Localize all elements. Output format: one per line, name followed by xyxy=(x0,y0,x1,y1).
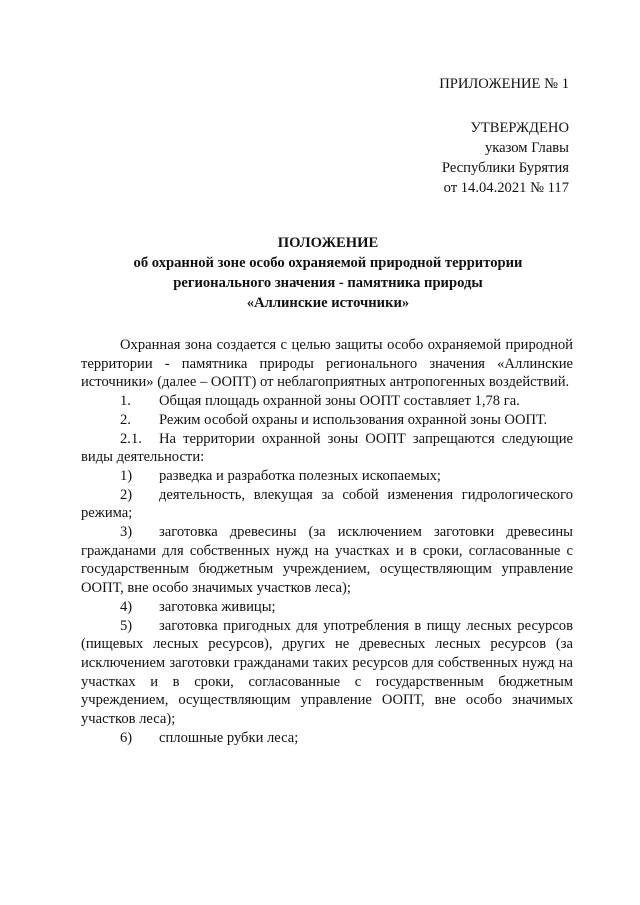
document-title xyxy=(80,233,576,313)
approval-line: от 14.04.2021 № 117 xyxy=(443,180,569,196)
approval-line: Республики Бурятия xyxy=(441,160,569,176)
list-item: 1. Общая площадь охранной зоны ООПТ составляет 1,78 га. xyxy=(120,393,520,410)
list-item: 5) заготовка пригодных для употребления в пищу лесных ресурсов (пищевых лесных ресурсов), других не древесных лесных ресурсов (за исключением заготовки гражданами таких ресурсов для собственных нужд на участках и в сроки, согласованные с государственным бюджетным учреждением, осуществляющим управление ООПТ, вне особо значимых участков леса); xyxy=(81,617,573,728)
list-item: 2) деятельность, влекущая за собой изменения гидрологического режима; xyxy=(81,486,573,522)
list-item: 2. Режим особой охраны и использования охранной зоны ООПТ. xyxy=(120,411,548,428)
title-line: об охранной зоне особо охраняемой природной территории xyxy=(133,255,523,271)
title-line: регионального значения - памятника природы xyxy=(173,275,483,291)
approval-line: УТВЕРЖДЕНО xyxy=(470,120,569,136)
approval-block xyxy=(442,118,569,198)
list-item: 1) разведка и разработка полезных ископаемых; xyxy=(120,467,441,484)
intro-paragraph: Охранная зона создается с целью защиты особо охраняемой природной территории - памятника природы регионального значения «Аллинские источники» (далее – ООПТ) от неблагоприятных антропогенных воздействий. xyxy=(81,337,573,391)
list-item: 4) заготовка живицы; xyxy=(120,598,276,615)
appendix-label: ПРИЛОЖЕНИЕ № 1 xyxy=(439,76,569,92)
list-item: 6) сплошные рубки леса; xyxy=(120,729,299,746)
list-item: 3) заготовка древесины (за исключением заготовки древесины гражданами для собственных нужд на участках и в сроки, согласованные с государственным бюджетным учреждением, осуществляющим управление ООПТ, вне особо значимых участков леса); xyxy=(81,524,573,597)
list-item: 2.1. На территории охранной зоны ООПТ запрещаются следующие виды деятельности: xyxy=(81,430,573,466)
title-line: ПОЛОЖЕНИЕ xyxy=(277,235,379,251)
title-line: «Аллинские источники» xyxy=(246,295,410,311)
document-body xyxy=(81,336,573,747)
approval-line: указом Главы xyxy=(484,140,569,156)
